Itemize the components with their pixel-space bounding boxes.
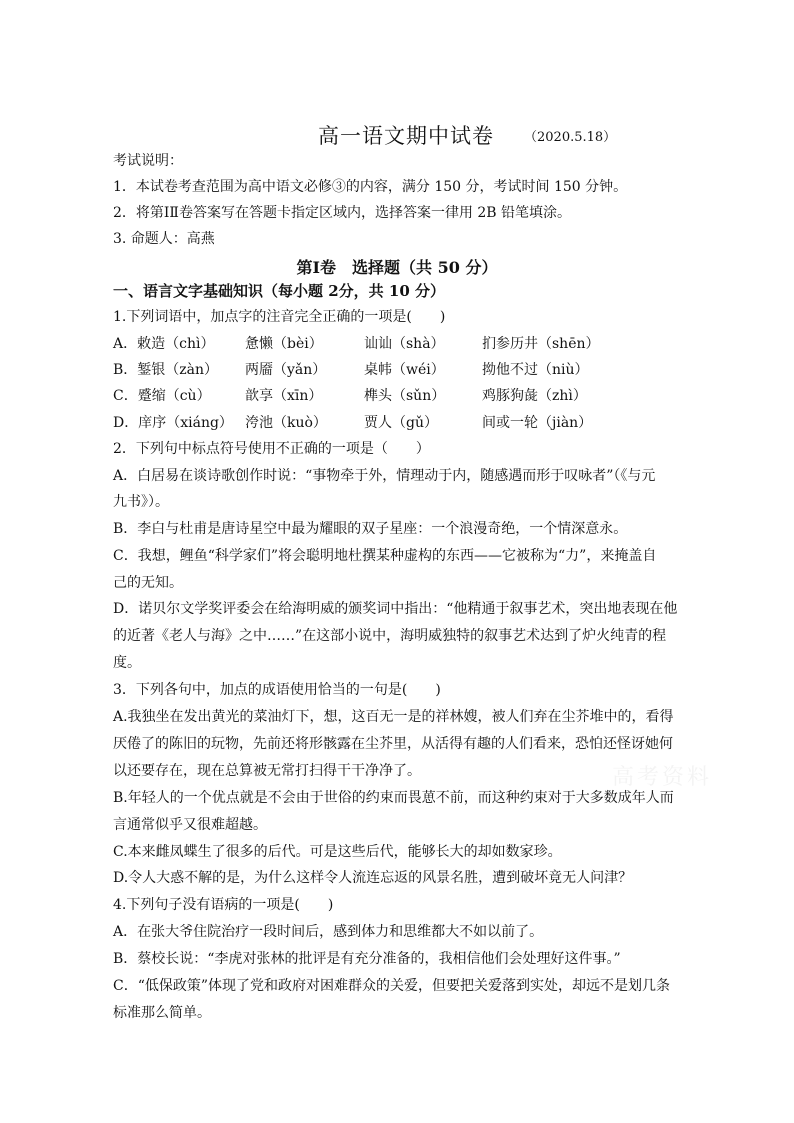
- question-line: C.本来雌凤蝶生了很多的后代。可是这些后代，能够长大的却如数家珍。: [113, 844, 562, 860]
- option-word: 间或一轮（jiàn）: [482, 415, 593, 431]
- option-d: D．庠序（xiáng）: [113, 415, 233, 431]
- option-a: A．敕造（chì）: [113, 336, 215, 352]
- question-line: D.令人大惑不解的是，为什么这样令人流连忘返的风景名胜，遭到破坏竟无人问津？: [113, 870, 633, 886]
- option-word: 拗他不过（niù）: [482, 362, 589, 378]
- option-word: 贾人（gǔ）: [364, 415, 438, 431]
- option-b: B．錾银（zàn）: [113, 362, 219, 378]
- instructions-heading: 考试说明：: [113, 153, 183, 169]
- watermark: 高考资料: [612, 765, 713, 790]
- question-line: C．我想，鲤鱼“科学家们”将会聪明地杜撰某种虚构的东西——它被称为“力”，来掩盖自: [113, 548, 657, 564]
- question-line: 度。: [113, 655, 141, 671]
- question-line: 厌倦了的陈旧的玩物，先前还将形骸露在尘芥里，从活得有趣的人们看来，恐怕还怪讶她何: [113, 736, 673, 752]
- question-line: A.我独坐在发出黄光的菜油灯下，想，这百无一是的祥林嫂，被人们弃在尘芥堆中的，看得: [113, 709, 674, 725]
- option-word: 鸡豚狗彘（zhì）: [482, 388, 587, 404]
- question-line: 九书》）。: [113, 494, 169, 510]
- option-word: 扪参历井（shēn）: [482, 336, 600, 352]
- option-word: 歆享（xīn）: [245, 388, 323, 404]
- question-line: 言通常似乎又很难超越。: [113, 817, 267, 833]
- instruction-item: 1．本试卷考查范围为高中语文必修③的内容，满分 150 分，考试时间 150 分钟。: [113, 179, 628, 195]
- question-stem: 2．下列句中标点符号使用不正确的一项是（ ）: [113, 441, 430, 457]
- question-line: 己的无知。: [113, 575, 183, 591]
- question-stem: 3．下列各句中，加点的成语使用恰当的一句是( ): [113, 682, 441, 698]
- question-line: B．蔡校长说：“李虎对张林的批评是有充分准备的，我相信他们会处理好这件事。”: [113, 951, 621, 967]
- option-word: 惫懒（bèi）: [245, 336, 323, 352]
- question-line: 标准那么简单。: [113, 1005, 211, 1021]
- page-title: 高一语文期中试卷: [318, 124, 494, 148]
- question-stem: 4.下列句子没有语病的一项是( ): [113, 897, 334, 913]
- option-c: C．蹙缩（cù）: [113, 388, 211, 404]
- question-line: D．诺贝尔文学奖评委会在给海明威的颁奖词中指出：“他精通于叙事艺术，突出地表现在他: [113, 601, 678, 617]
- question-line: 以还要存在，现在总算被无常打扫得干干净净了。: [113, 763, 421, 779]
- exam-date: （2020.5.18）: [524, 130, 617, 145]
- question-line: A．在张大爷住院治疗一段时间后，感到体力和思维都大不如以前了。: [113, 924, 544, 940]
- option-word: 榫头（sǔn）: [364, 388, 446, 404]
- title-row: [0, 120, 794, 150]
- question-line: B.年轻人的一个优点就是不会由于世俗的约束而畏葸不前，而这种约束对于大多数成年人而: [113, 790, 674, 806]
- question-stem: 1.下列词语中，加点字的注音完全正确的一项是( ): [113, 309, 446, 325]
- question-line: C．“低保政策”体现了党和政府对困难群众的关爱，但要把关爱落到实处，却远不是划几条: [113, 978, 671, 994]
- option-word: 桌帏（wéi）: [364, 362, 445, 378]
- section-title: 一、语言文字基础知识（每小题 2分，共 10 分）: [113, 282, 445, 300]
- instruction-item: 2．将第ⅠⅡ卷答案写在答题卡指定区域内，选择答案一律用 2B 铅笔填涂。: [113, 205, 572, 221]
- instruction-item: 3. 命题人：高燕: [113, 231, 215, 247]
- part-title: 第Ⅰ卷 选择题（共 50 分）: [296, 258, 498, 277]
- option-word: 讪讪（shà）: [364, 336, 445, 352]
- question-line: A．白居易在谈诗歌创作时说：“事物牵于外，情理动于内，随感遇而形于叹咏者”（《与元: [113, 468, 656, 484]
- option-word: 两靥（yǎn）: [245, 362, 327, 378]
- option-word: 洿池（kuò）: [245, 415, 327, 431]
- question-line: B．李白与杜甫是唐诗星空中最为耀眼的双子星座：一个浪漫奇绝，一个情深意永。: [113, 521, 628, 537]
- question-line: 的近著《老人与海》之中……”在这部小说中，海明威独特的叙事艺术达到了炉火纯青的程: [113, 628, 667, 644]
